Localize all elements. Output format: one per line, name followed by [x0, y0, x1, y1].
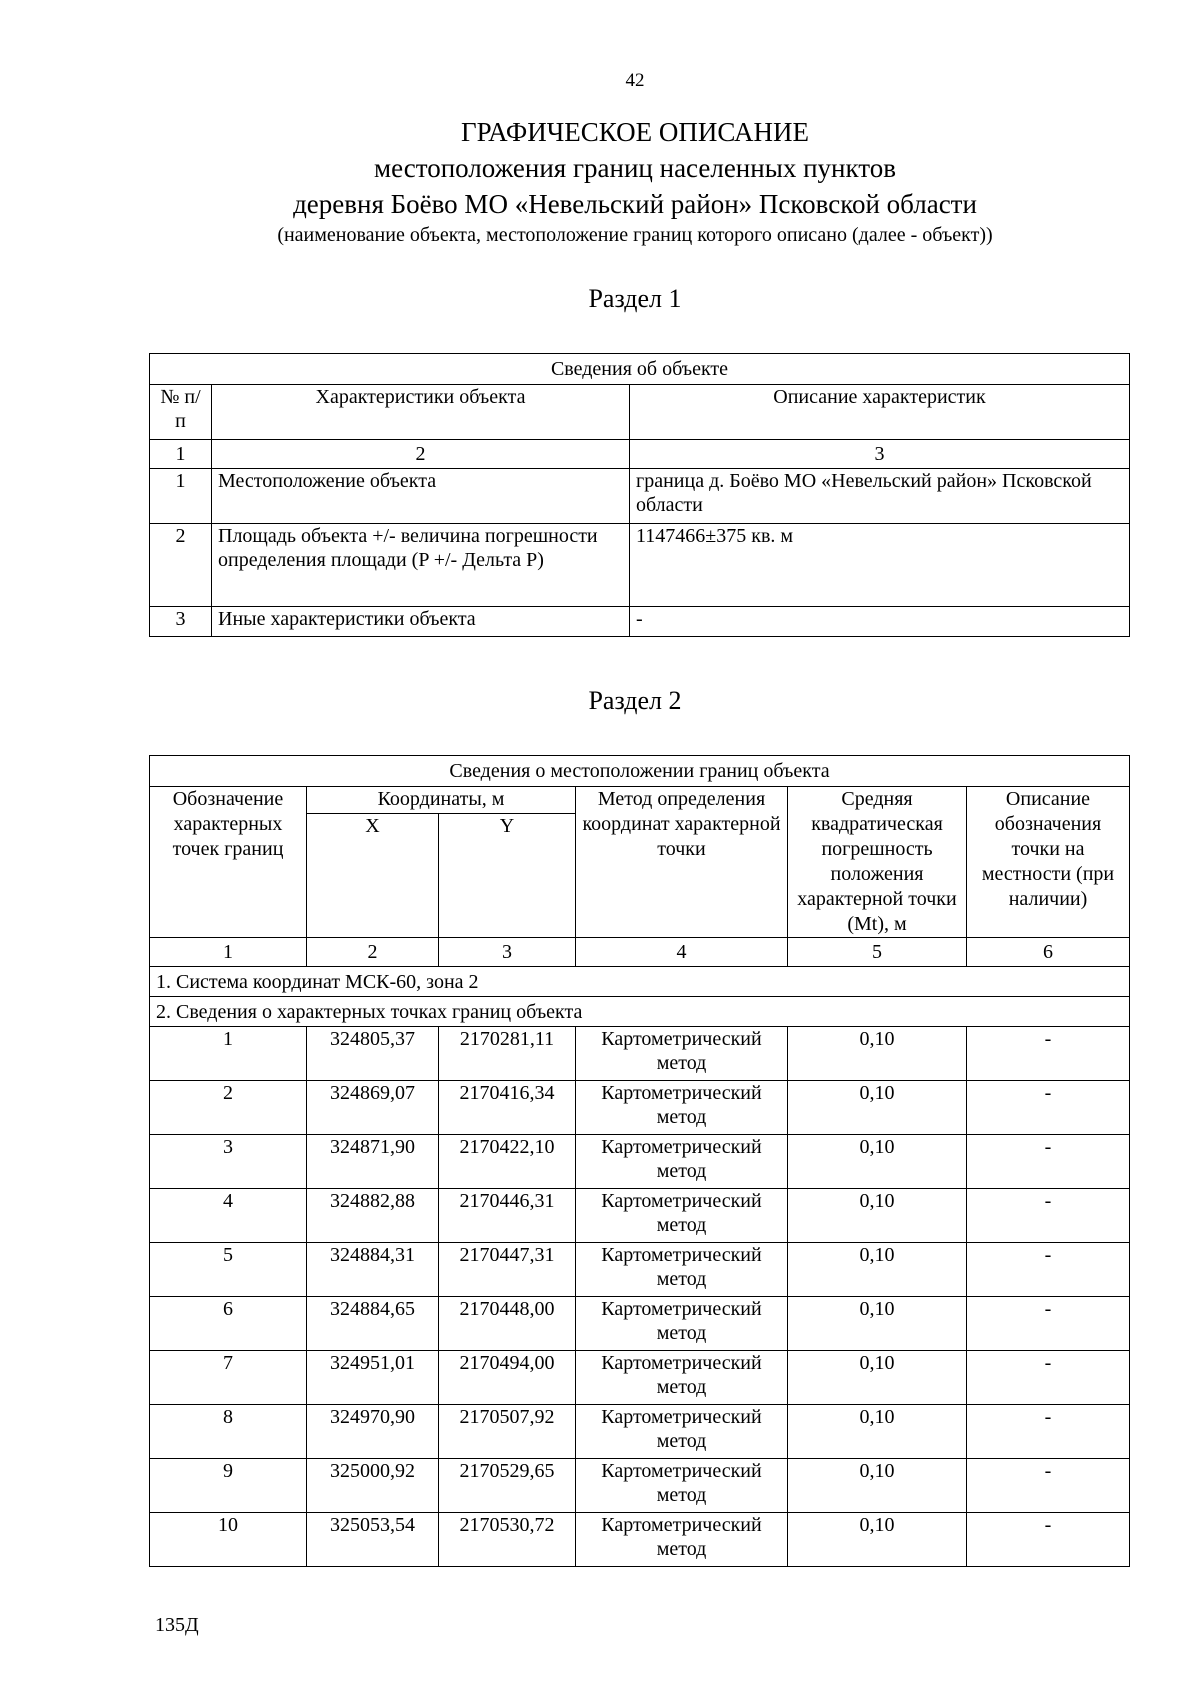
point-method: Картометрический метод — [576, 1027, 788, 1081]
point-description: - — [967, 1189, 1130, 1243]
point-method: Картометрический метод — [576, 1135, 788, 1189]
characteristic-value: граница д. Боёво МО «Невельский район» Псковской области — [630, 469, 1130, 524]
table-row — [150, 1081, 1130, 1135]
table-row — [150, 524, 1130, 607]
row-number: 1 — [150, 469, 212, 524]
coordinate-x: 324869,07 — [307, 1081, 439, 1135]
footer-code: 135Д — [155, 1614, 199, 1636]
characteristic-name: Местоположение объекта — [212, 469, 630, 524]
point-description: - — [967, 1243, 1130, 1297]
point-method: Картометрический метод — [576, 1297, 788, 1351]
column-header-description: Описание характеристик — [630, 385, 1130, 440]
point-number: 5 — [150, 1243, 307, 1297]
section-1-title: Раздел 1 — [588, 284, 682, 313]
coordinate-y: 2170416,34 — [439, 1081, 576, 1135]
point-description: - — [967, 1135, 1130, 1189]
point-description: - — [967, 1027, 1130, 1081]
table-row — [150, 1243, 1130, 1297]
points-section-title: 2. Сведения о характерных точках границ объекта — [150, 997, 1130, 1027]
column-number: 1 — [150, 938, 307, 967]
point-method: Картометрический метод — [576, 1459, 788, 1513]
point-error: 0,10 — [788, 1081, 967, 1135]
point-number: 2 — [150, 1081, 307, 1135]
coordinate-x: 324970,90 — [307, 1405, 439, 1459]
table-row — [150, 607, 1130, 637]
column-header-point-description: Описание обозначения точки на местности (при наличии) — [967, 787, 1130, 938]
coordinate-x: 324871,90 — [307, 1135, 439, 1189]
characteristic-name: Иные характеристики объекта — [212, 607, 630, 637]
column-header-y: Y — [439, 814, 576, 938]
document-subtitle: местоположения границ населенных пунктов — [374, 153, 896, 183]
row-number: 3 — [150, 607, 212, 637]
coordinate-y: 2170447,31 — [439, 1243, 576, 1297]
document-header — [140, 114, 1130, 248]
point-error: 0,10 — [788, 1297, 967, 1351]
point-error: 0,10 — [788, 1351, 967, 1405]
point-description: - — [967, 1513, 1130, 1567]
coordinate-x: 324951,01 — [307, 1351, 439, 1405]
point-method: Картометрический метод — [576, 1351, 788, 1405]
coordinate-x: 325053,54 — [307, 1513, 439, 1567]
point-number: 10 — [150, 1513, 307, 1567]
column-header-number: № п/п — [150, 385, 212, 440]
coordinate-y: 2170448,00 — [439, 1297, 576, 1351]
point-error: 0,10 — [788, 1405, 967, 1459]
coordinate-x: 324884,31 — [307, 1243, 439, 1297]
point-number: 8 — [150, 1405, 307, 1459]
coordinate-y: 2170529,65 — [439, 1459, 576, 1513]
table-caption: Сведения о местоположении границ объекта — [150, 756, 1130, 787]
column-header-coordinates: Координаты, м — [307, 787, 576, 814]
point-method: Картометрический метод — [576, 1405, 788, 1459]
coordinate-x: 324882,88 — [307, 1189, 439, 1243]
point-error: 0,10 — [788, 1459, 967, 1513]
table-row — [150, 1513, 1130, 1567]
coordinate-x: 325000,92 — [307, 1459, 439, 1513]
point-error: 0,10 — [788, 1513, 967, 1567]
coordinate-x: 324884,65 — [307, 1297, 439, 1351]
coordinate-x: 324805,37 — [307, 1027, 439, 1081]
column-number: 2 — [212, 440, 630, 469]
column-header-x: X — [307, 814, 439, 938]
point-number: 6 — [150, 1297, 307, 1351]
point-description: - — [967, 1405, 1130, 1459]
object-name-caption: (наименование объекта, местоположение границ которого описано (далее - объект)) — [277, 224, 993, 246]
coordinate-y: 2170446,31 — [439, 1189, 576, 1243]
point-error: 0,10 — [788, 1135, 967, 1189]
coordinate-system: 1. Система координат МСК-60, зона 2 — [150, 967, 1130, 997]
coordinate-y: 2170494,00 — [439, 1351, 576, 1405]
point-method: Картометрический метод — [576, 1081, 788, 1135]
characteristic-name: Площадь объекта +/- величина погрешности определения площади (P +/- Дельта P) — [212, 524, 630, 607]
point-description: - — [967, 1351, 1130, 1405]
table-row — [150, 469, 1130, 524]
point-error: 0,10 — [788, 1243, 967, 1297]
characteristic-value: 1147466±375 кв. м — [630, 524, 1130, 607]
row-number: 2 — [150, 524, 212, 607]
boundary-points-table — [149, 755, 1130, 1567]
point-number: 4 — [150, 1189, 307, 1243]
point-description: - — [967, 1297, 1130, 1351]
object-name: деревня Боёво МО «Невельский район» Псковской области — [293, 189, 977, 219]
table-row — [150, 1405, 1130, 1459]
point-description: - — [967, 1081, 1130, 1135]
table-row — [150, 1135, 1130, 1189]
object-info-table — [149, 353, 1130, 637]
point-number: 7 — [150, 1351, 307, 1405]
point-description: - — [967, 1459, 1130, 1513]
column-number: 3 — [439, 938, 576, 967]
column-header-error: Средняя квадратическая погрешность положения характерной точки (Mt), м — [788, 787, 967, 938]
point-method: Картометрический метод — [576, 1243, 788, 1297]
column-header-characteristics: Характеристики объекта — [212, 385, 630, 440]
point-method: Картометрический метод — [576, 1189, 788, 1243]
column-number: 6 — [967, 938, 1130, 967]
table-caption: Сведения об объекте — [150, 354, 1130, 385]
coordinate-y: 2170422,10 — [439, 1135, 576, 1189]
table-row — [150, 1189, 1130, 1243]
column-header-points: Обозначение характерных точек границ — [150, 787, 307, 938]
page-number: 42 — [625, 70, 645, 91]
point-number: 3 — [150, 1135, 307, 1189]
table-row — [150, 1297, 1130, 1351]
column-number: 1 — [150, 440, 212, 469]
column-number: 5 — [788, 938, 967, 967]
point-error: 0,10 — [788, 1027, 967, 1081]
coordinate-y: 2170530,72 — [439, 1513, 576, 1567]
document-title: ГРАФИЧЕСКОЕ ОПИСАНИЕ — [460, 117, 810, 147]
table-row — [150, 1351, 1130, 1405]
column-header-method: Метод определения координат характерной точки — [576, 787, 788, 938]
characteristic-value: - — [630, 607, 1130, 637]
point-error: 0,10 — [788, 1189, 967, 1243]
point-number: 9 — [150, 1459, 307, 1513]
table-row — [150, 1027, 1130, 1081]
column-number: 4 — [576, 938, 788, 967]
coordinate-y: 2170507,92 — [439, 1405, 576, 1459]
coordinate-y: 2170281,11 — [439, 1027, 576, 1081]
point-number: 1 — [150, 1027, 307, 1081]
section-2-title: Раздел 2 — [588, 686, 682, 715]
point-method: Картометрический метод — [576, 1513, 788, 1567]
column-number: 3 — [630, 440, 1130, 469]
column-number: 2 — [307, 938, 439, 967]
table-row — [150, 1459, 1130, 1513]
